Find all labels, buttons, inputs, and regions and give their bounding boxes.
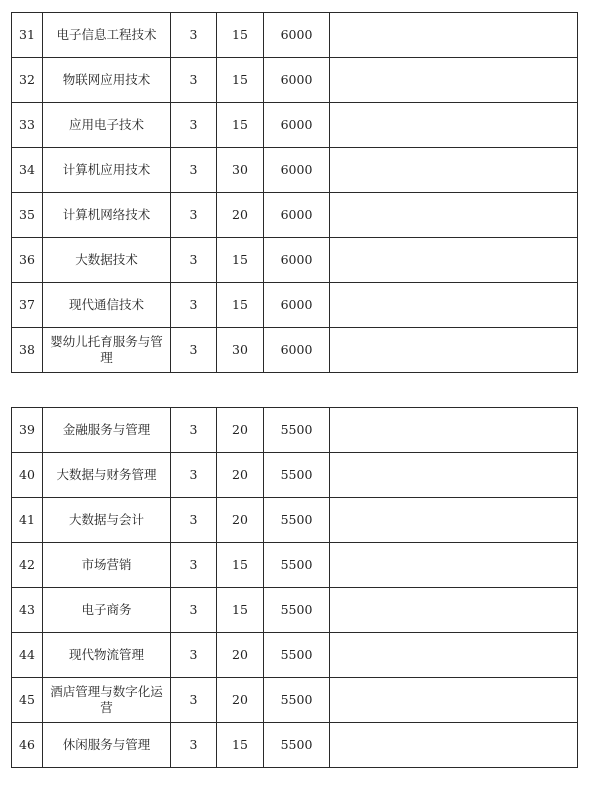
enrollment-count-cell: 15 bbox=[217, 238, 264, 283]
major-name-cell: 金融服务与管理 bbox=[43, 408, 171, 453]
table-row bbox=[12, 633, 578, 678]
tuition-fee-cell: 6000 bbox=[264, 148, 330, 193]
major-table-part-1 bbox=[11, 12, 578, 373]
table-row bbox=[12, 408, 578, 453]
tuition-fee-cell: 6000 bbox=[264, 238, 330, 283]
duration-years-cell: 3 bbox=[171, 13, 217, 58]
duration-years-cell: 3 bbox=[171, 723, 217, 768]
enrollment-count-cell: 15 bbox=[217, 543, 264, 588]
row-number-cell: 40 bbox=[12, 453, 43, 498]
remarks-cell bbox=[330, 283, 578, 328]
major-name-cell: 物联网应用技术 bbox=[43, 58, 171, 103]
duration-years-cell: 3 bbox=[171, 238, 217, 283]
tuition-fee-cell: 5500 bbox=[264, 408, 330, 453]
table-row bbox=[12, 588, 578, 633]
enrollment-count-cell: 15 bbox=[217, 13, 264, 58]
enrollment-count-cell: 20 bbox=[217, 193, 264, 238]
row-number-cell: 31 bbox=[12, 13, 43, 58]
major-name-cell: 休闲服务与管理 bbox=[43, 723, 171, 768]
major-name-cell: 计算机应用技术 bbox=[43, 148, 171, 193]
enrollment-count-cell: 30 bbox=[217, 148, 264, 193]
major-name-cell: 现代通信技术 bbox=[43, 283, 171, 328]
tuition-fee-cell: 6000 bbox=[264, 58, 330, 103]
tuition-fee-cell: 6000 bbox=[264, 13, 330, 58]
table-row bbox=[12, 148, 578, 193]
enrollment-count-cell: 15 bbox=[217, 58, 264, 103]
duration-years-cell: 3 bbox=[171, 633, 217, 678]
duration-years-cell: 3 bbox=[171, 193, 217, 238]
tuition-fee-cell: 5500 bbox=[264, 588, 330, 633]
major-name-cell: 现代物流管理 bbox=[43, 633, 171, 678]
tuition-fee-cell: 5500 bbox=[264, 723, 330, 768]
duration-years-cell: 3 bbox=[171, 588, 217, 633]
enrollment-count-cell: 15 bbox=[217, 588, 264, 633]
row-number-cell: 46 bbox=[12, 723, 43, 768]
major-table-part-2 bbox=[11, 407, 578, 768]
duration-years-cell: 3 bbox=[171, 58, 217, 103]
major-name-cell: 婴幼儿托育服务与管理 bbox=[43, 328, 171, 373]
table-row bbox=[12, 328, 578, 373]
enrollment-count-cell: 15 bbox=[217, 723, 264, 768]
major-name-cell: 电子信息工程技术 bbox=[43, 13, 171, 58]
tuition-fee-cell: 6000 bbox=[264, 193, 330, 238]
table-body bbox=[12, 13, 578, 373]
major-name-cell: 大数据与财务管理 bbox=[43, 453, 171, 498]
remarks-cell bbox=[330, 723, 578, 768]
table-row bbox=[12, 283, 578, 328]
enrollment-count-cell: 20 bbox=[217, 408, 264, 453]
remarks-cell bbox=[330, 453, 578, 498]
table-row bbox=[12, 453, 578, 498]
table-body bbox=[12, 408, 578, 768]
duration-years-cell: 3 bbox=[171, 103, 217, 148]
table-row bbox=[12, 543, 578, 588]
row-number-cell: 42 bbox=[12, 543, 43, 588]
major-name-cell: 大数据技术 bbox=[43, 238, 171, 283]
enrollment-count-cell: 30 bbox=[217, 328, 264, 373]
remarks-cell bbox=[330, 498, 578, 543]
table-row bbox=[12, 678, 578, 723]
enrollment-count-cell: 15 bbox=[217, 103, 264, 148]
table-row bbox=[12, 13, 578, 58]
remarks-cell bbox=[330, 678, 578, 723]
duration-years-cell: 3 bbox=[171, 148, 217, 193]
tuition-fee-cell: 5500 bbox=[264, 678, 330, 723]
remarks-cell bbox=[330, 328, 578, 373]
table-row bbox=[12, 723, 578, 768]
duration-years-cell: 3 bbox=[171, 453, 217, 498]
duration-years-cell: 3 bbox=[171, 283, 217, 328]
enrollment-count-cell: 20 bbox=[217, 453, 264, 498]
row-number-cell: 36 bbox=[12, 238, 43, 283]
enrollment-count-cell: 15 bbox=[217, 283, 264, 328]
remarks-cell bbox=[330, 13, 578, 58]
enrollment-count-cell: 20 bbox=[217, 498, 264, 543]
tuition-fee-cell: 5500 bbox=[264, 498, 330, 543]
remarks-cell bbox=[330, 148, 578, 193]
remarks-cell bbox=[330, 408, 578, 453]
major-name-cell: 大数据与会计 bbox=[43, 498, 171, 543]
row-number-cell: 37 bbox=[12, 283, 43, 328]
tuition-fee-cell: 6000 bbox=[264, 283, 330, 328]
remarks-cell bbox=[330, 588, 578, 633]
row-number-cell: 39 bbox=[12, 408, 43, 453]
row-number-cell: 34 bbox=[12, 148, 43, 193]
duration-years-cell: 3 bbox=[171, 408, 217, 453]
table-row bbox=[12, 498, 578, 543]
remarks-cell bbox=[330, 633, 578, 678]
tuition-fee-cell: 5500 bbox=[264, 543, 330, 588]
table-row bbox=[12, 103, 578, 148]
tuition-fee-cell: 6000 bbox=[264, 103, 330, 148]
row-number-cell: 45 bbox=[12, 678, 43, 723]
remarks-cell bbox=[330, 193, 578, 238]
duration-years-cell: 3 bbox=[171, 543, 217, 588]
tuition-fee-cell: 6000 bbox=[264, 328, 330, 373]
major-name-cell: 应用电子技术 bbox=[43, 103, 171, 148]
table-row bbox=[12, 238, 578, 283]
tuition-fee-cell: 5500 bbox=[264, 633, 330, 678]
remarks-cell bbox=[330, 58, 578, 103]
major-name-cell: 计算机网络技术 bbox=[43, 193, 171, 238]
major-name-cell: 酒店管理与数字化运营 bbox=[43, 678, 171, 723]
tuition-fee-cell: 5500 bbox=[264, 453, 330, 498]
row-number-cell: 32 bbox=[12, 58, 43, 103]
duration-years-cell: 3 bbox=[171, 498, 217, 543]
enrollment-count-cell: 20 bbox=[217, 633, 264, 678]
duration-years-cell: 3 bbox=[171, 678, 217, 723]
row-number-cell: 35 bbox=[12, 193, 43, 238]
row-number-cell: 33 bbox=[12, 103, 43, 148]
enrollment-count-cell: 20 bbox=[217, 678, 264, 723]
table-row bbox=[12, 58, 578, 103]
major-name-cell: 电子商务 bbox=[43, 588, 171, 633]
duration-years-cell: 3 bbox=[171, 328, 217, 373]
row-number-cell: 38 bbox=[12, 328, 43, 373]
row-number-cell: 43 bbox=[12, 588, 43, 633]
remarks-cell bbox=[330, 238, 578, 283]
major-name-cell: 市场营销 bbox=[43, 543, 171, 588]
row-number-cell: 44 bbox=[12, 633, 43, 678]
table-row bbox=[12, 193, 578, 238]
remarks-cell bbox=[330, 103, 578, 148]
remarks-cell bbox=[330, 543, 578, 588]
row-number-cell: 41 bbox=[12, 498, 43, 543]
